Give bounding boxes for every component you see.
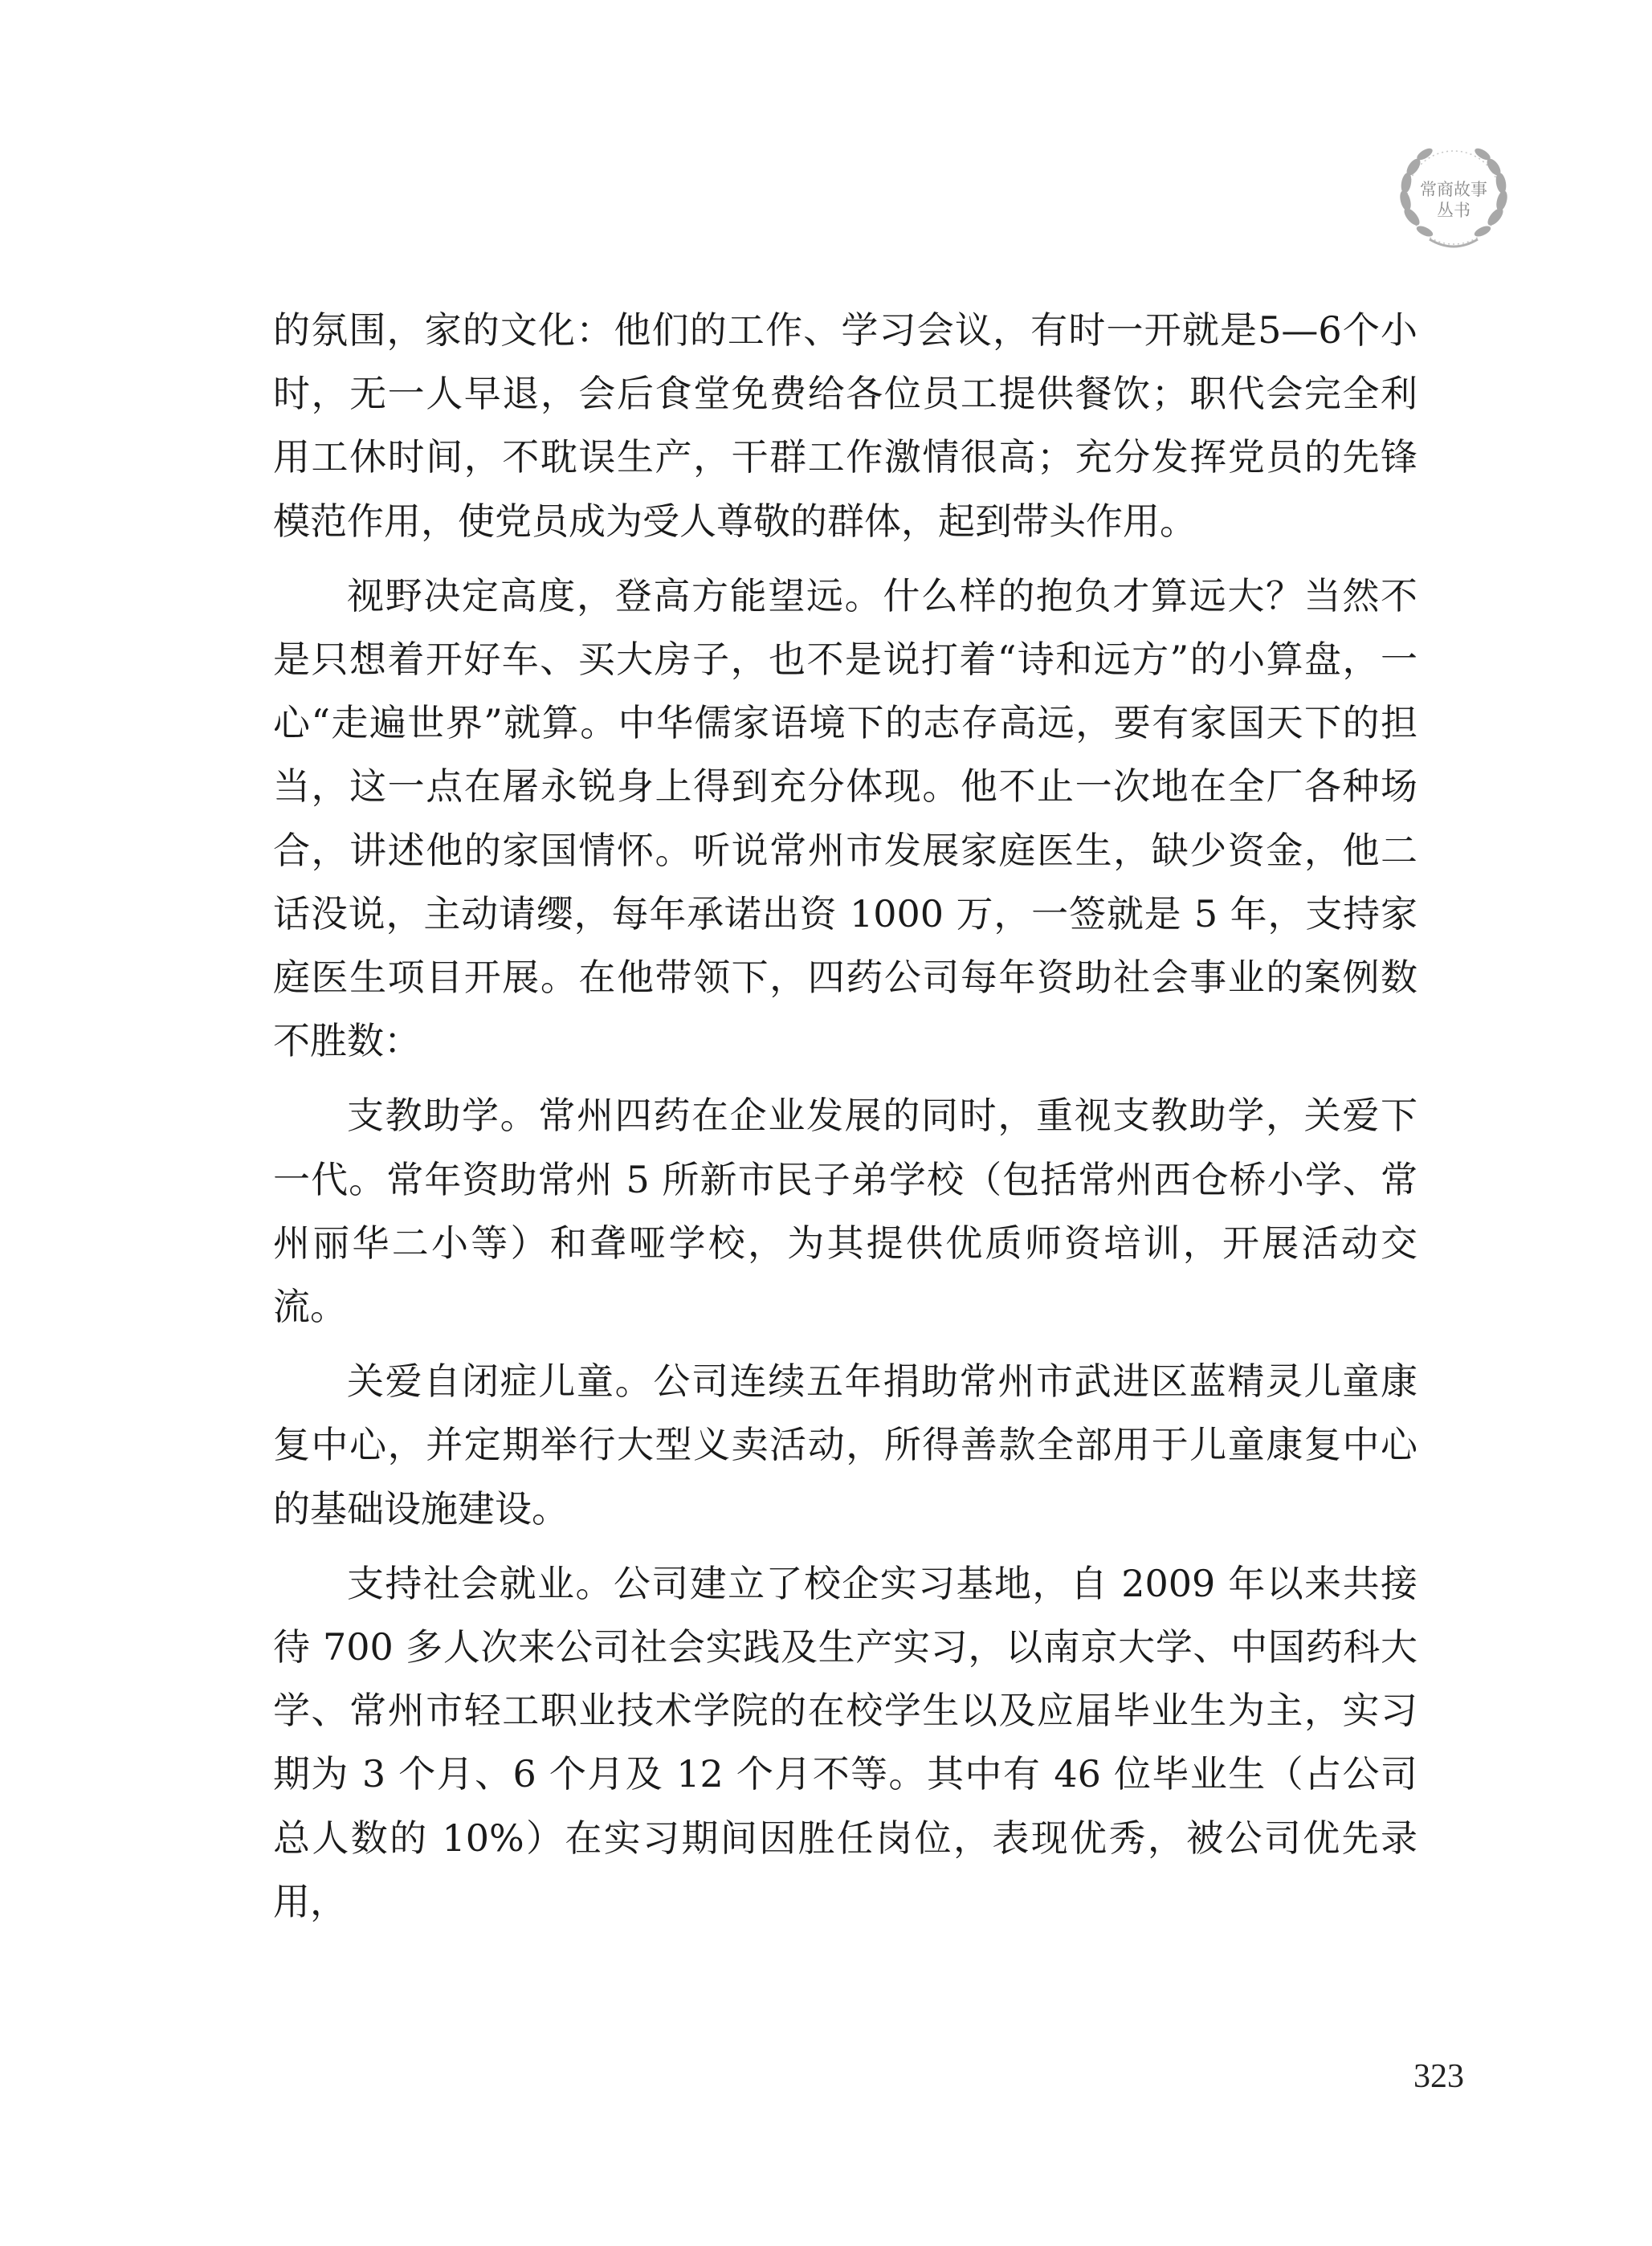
paragraph-4: 关爱自闭症儿童。公司连续五年捐助常州市武进区蓝精灵儿童康复中心，并定期举行大型义卖活动，所得善款全部用于儿童康复中心的基础设施建设。 [273, 1359, 1417, 1531]
seal-title-line1: 常商故事 [1420, 180, 1487, 199]
page-body [273, 299, 1417, 1945]
paragraph-3: 支教助学。常州四药在企业发展的同时，重视支教助学，关爱下一代。常年资助常州 5 所新市民子弟学校（包括常州西仓桥小学、常州丽华二小等）和聋哑学校，为其提供优质师资培训，开展活动交流。 [273, 1094, 1417, 1329]
paragraph-5: 支持社会就业。公司建立了校企实习基地，自 2009 年以来共接待 700 多人次来公司社会实践及生产实习，以南京大学、中国药科大学、常州市轻工职业技术学院的在校学生以及应届毕业生为主，实习期为 3 个月、6 个月及 12 个月不等。其中有 46 位毕业生（占公司总人数的 10%）在实习期间因胜任岗位，表现优秀，被公司优先录用， [273, 1561, 1417, 1923]
paragraph-2: 视野决定高度，登高方能望远。什么样的抱负才算远大？当然不是只想着开好车、买大房子，也不是说打着“诗和远方”的小算盘，一心“走遍世界”就算。中华儒家语境下的志存高远，要有家国天下的担当，这一点在屠永锐身上得到充分体现。他不止一次地在全厂各种场合，讲述他的家国情怀。听说常州市发展家庭医生，缺少资金，他二话没说，主动请缨，每年承诺出资 1000 万，一签就是 5 年，支持家庭医生项目开展。在他带领下，四药公司每年资助社会事业的案例数不胜数： [273, 573, 1417, 1063]
series-emblem [1389, 133, 1518, 262]
paragraph-1: 的氛围，家的文化：他们的工作、学习会议，有时一开就是5—6个小时，无一人早退，会后食堂免费给各位员工提供餐饮；职代会完全利用工休时间，不耽误生产，干群工作激情很高；充分发挥党员的先锋模范作用，使党员成为受人尊敬的群体，起到带头作用。 [273, 308, 1417, 543]
page-number: 323 [1413, 2058, 1464, 2095]
seal-title-line2: 丛书 [1437, 201, 1470, 220]
